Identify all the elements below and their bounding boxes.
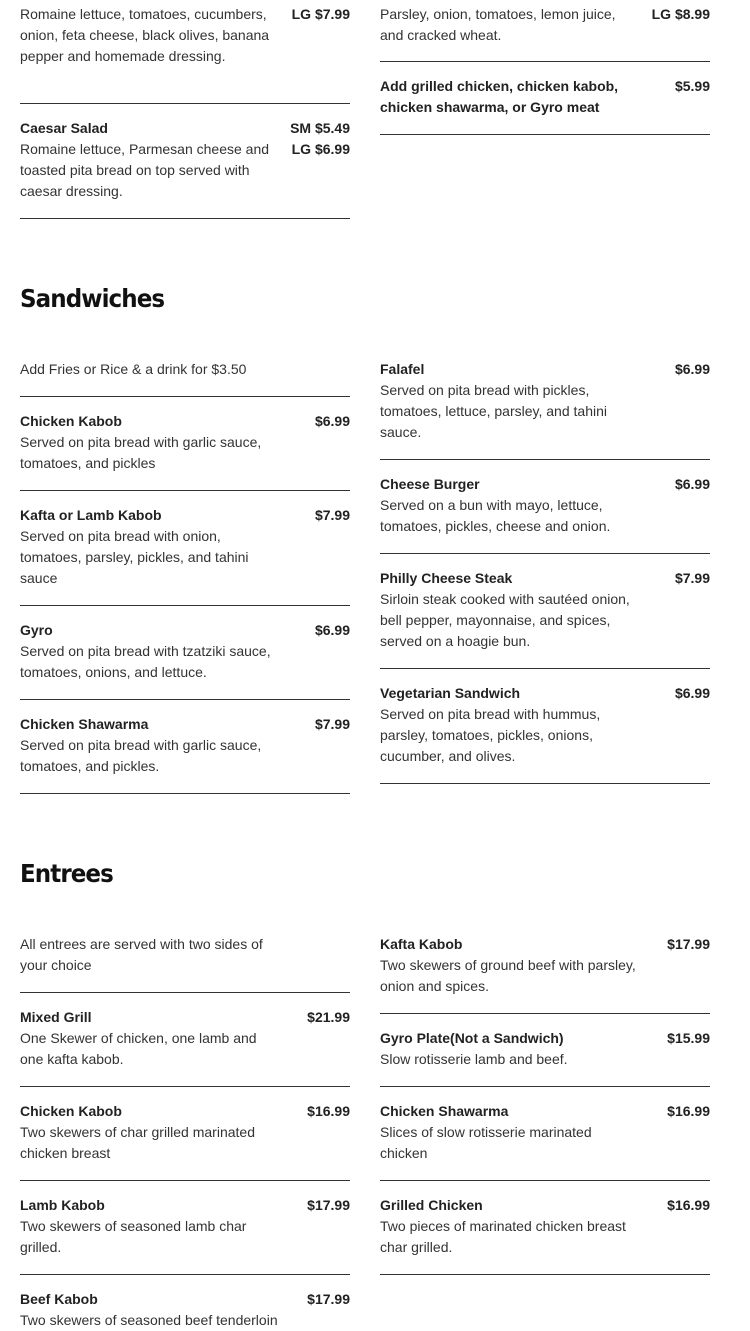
divider [20,793,350,794]
item-description: Two skewers of seasoned lamb char grilled. [20,1218,247,1255]
menu-item [20,1007,350,1070]
item-price: $16.99 [667,1197,710,1213]
menu-item [20,411,350,474]
item-price: $17.99 [307,1197,350,1213]
item-price: $7.99 [314,716,350,732]
item-price-group [290,118,350,160]
item-price-large: LG $6.99 [291,141,350,157]
item-price: $5.99 [674,78,710,94]
menu-item [20,118,350,202]
divider [20,218,350,219]
menu-item [380,1195,710,1258]
item-description: Parsley, onion, tomatoes, lemon juice, and cracked wheat. [380,6,616,43]
item-price-small: SM $5.49 [290,120,350,136]
item-name: Lamb Kabob [20,1197,105,1213]
divider [380,553,710,554]
item-name: Grilled Chicken [380,1197,483,1213]
divider [20,1274,350,1275]
section-heading-entrees: Entrees [20,859,113,888]
item-name: Philly Cheese Steak [380,570,513,586]
item-description: Served on pita bread with hummus, parsley, tomatoes, pickles, onions, cucumber, and olives. [380,706,601,764]
item-name: Chicken Kabob [20,1103,122,1119]
item-name: Mixed Grill [20,1009,92,1025]
item-name: Add grilled chicken, chicken kabob, chicken shawarma, or Gyro meat [380,78,619,115]
item-price: $17.99 [667,936,710,952]
item-name: Chicken Shawarma [20,716,149,732]
menu-item [380,474,710,537]
item-name: Gyro Plate(Not a Sandwich) [380,1030,564,1046]
item-price: $6.99 [314,413,350,429]
item-description: Served on pita bread with pickles, tomatoes, lettuce, parsley, and tahini sauce. [380,382,607,440]
item-price: $6.99 [674,685,710,701]
item-description: Sirloin steak cooked with sautéed onion, bell pepper, mayonnaise, and spices, served on a hoagie bun. [380,591,630,649]
menu-item [20,714,350,777]
item-name: Cheese Burger [380,476,480,492]
item-description: Two skewers of seasoned beef tenderloin [20,1312,278,1328]
divider [20,490,350,491]
menu-item [380,76,710,118]
item-price: LG $8.99 [651,6,710,22]
item-description: Two pieces of marinated chicken breast char grilled. [380,1218,626,1255]
divider [380,1086,710,1087]
item-description: Served on pita bread with tzatziki sauce, tomatoes, onions, and lettuce. [20,643,271,680]
section-note-text: All entrees are served with two sides of your choice [20,936,263,973]
item-name: Kafta Kabob [380,936,463,952]
item-price: $16.99 [667,1103,710,1119]
item-name: Caesar Salad [20,120,108,136]
divider [20,1086,350,1087]
item-price: LG $7.99 [291,6,350,22]
item-name: Chicken Kabob [20,413,122,429]
item-description: Slow rotisserie lamb and beef. [380,1051,568,1067]
menu-item [380,359,710,443]
item-name: Chicken Shawarma [380,1103,509,1119]
divider [380,1180,710,1181]
divider [380,61,710,62]
item-price: $17.99 [307,1291,350,1307]
item-name: Vegetarian Sandwich [380,685,521,701]
item-price: $15.99 [667,1030,710,1046]
item-name: Beef Kabob [20,1291,98,1307]
divider [20,396,350,397]
item-price: $6.99 [674,361,710,377]
item-price: $16.99 [307,1103,350,1119]
menu-item [380,568,710,652]
item-price: $7.99 [674,570,710,586]
item-description: Two skewers of char grilled marinated chicken breast [20,1124,255,1161]
menu-item [380,1028,710,1070]
divider [380,1274,710,1275]
section-note-text: Add Fries or Rice & a drink for $3.50 [20,361,247,377]
menu-item [20,505,350,589]
menu-item [380,4,710,46]
divider [380,668,710,669]
divider [20,992,350,993]
menu-item [20,4,350,67]
item-description: Romaine lettuce, Parmesan cheese and toasted pita bread on top served with caesar dressing. [20,141,270,199]
section-note [20,934,350,976]
divider [380,459,710,460]
divider [380,1013,710,1014]
menu-item [380,683,710,767]
item-description: Slices of slow rotisserie marinated chicken [380,1124,592,1161]
item-description: Served on pita bread with garlic sauce, tomatoes, and pickles. [20,737,262,774]
item-name: Kafta or Lamb Kabob [20,507,162,523]
item-description: One Skewer of chicken, one lamb and one kafta kabob. [20,1030,257,1067]
item-price: $21.99 [307,1009,350,1025]
item-description: Romaine lettuce, tomatoes, cucumbers, onion, feta cheese, black olives, banana pepper and homemade dressing. [20,6,270,64]
divider [380,783,710,784]
menu-item [380,1101,710,1164]
item-price: $7.99 [314,507,350,523]
divider [20,699,350,700]
item-description: Served on pita bread with garlic sauce, tomatoes, and pickles [20,434,262,471]
menu-item [20,620,350,683]
menu-item [380,934,710,997]
divider [380,134,710,135]
item-name: Falafel [380,361,425,377]
menu-item [20,1289,350,1328]
divider [20,103,350,104]
menu-item [20,1101,350,1164]
section-note [20,359,350,380]
item-price: $6.99 [674,476,710,492]
divider [20,1180,350,1181]
item-description: Two skewers of ground beef with parsley, onion and spices. [380,957,636,994]
item-price: $6.99 [314,622,350,638]
item-name: Gyro [20,622,53,638]
item-description: Served on pita bread with onion, tomatoes, parsley, pickles, and tahini sauce [20,528,249,586]
section-heading-sandwiches: Sandwiches [20,284,165,313]
divider [20,605,350,606]
item-description: Served on a bun with mayo, lettuce, tomatoes, pickles, cheese and onion. [380,497,611,534]
menu-item [20,1195,350,1258]
